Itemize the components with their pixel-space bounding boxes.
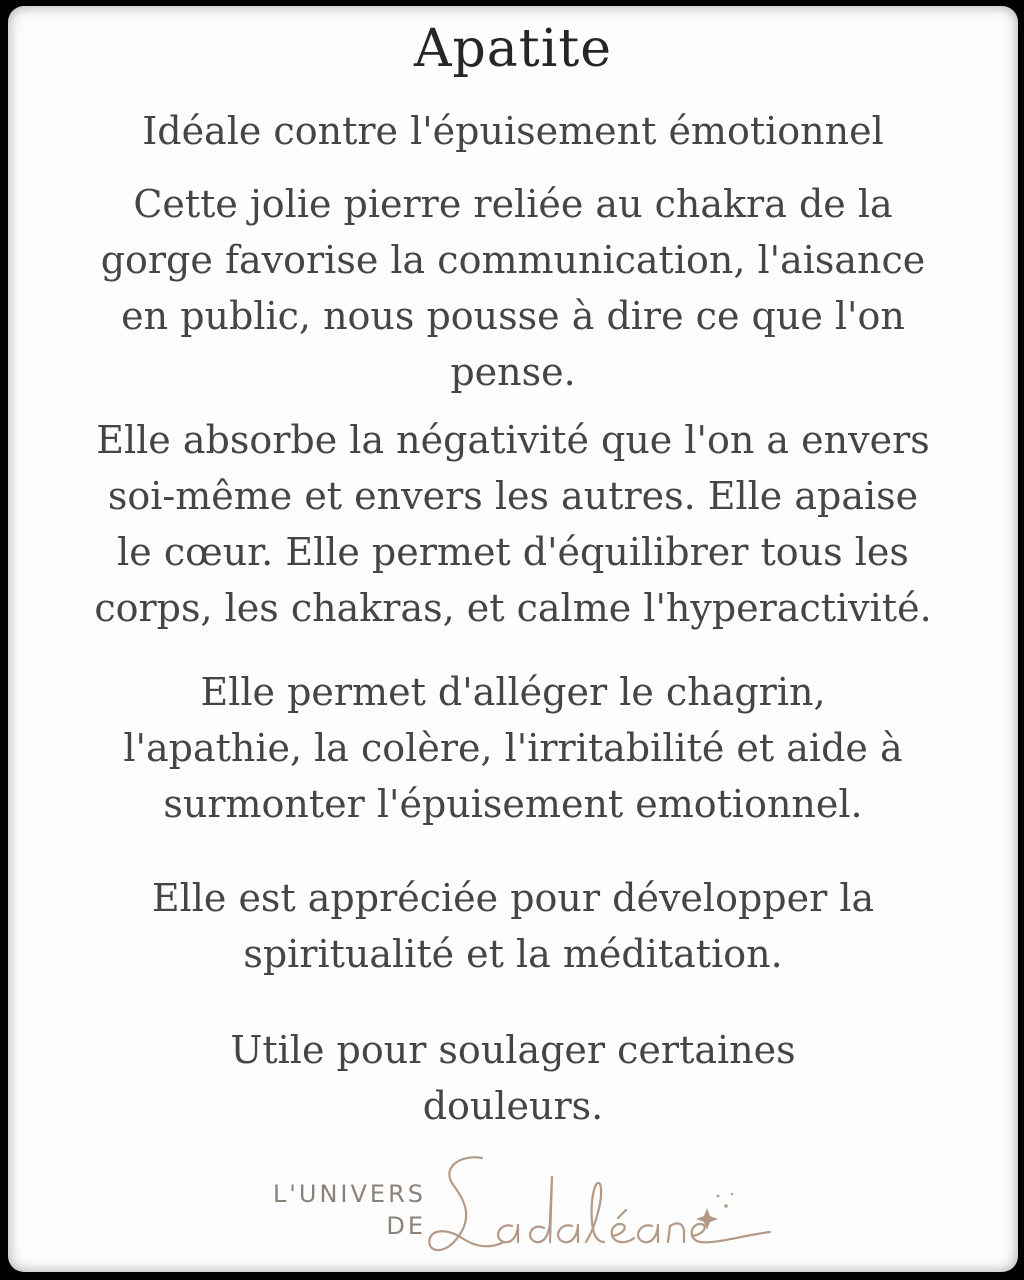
text-line: l'apathie, la colère, l'irritabilité et aide à <box>123 726 903 770</box>
card <box>8 6 1018 1272</box>
logo-line-de: DE <box>386 1212 426 1240</box>
text-line: Elle est appréciée pour développer la <box>151 876 875 920</box>
text-line: spiritualité et la méditation. <box>243 932 783 976</box>
page-subtitle: Idéale contre l'épuisement émotionnel <box>142 109 884 153</box>
text-line: en public, nous pousse à dire ce que l'on <box>121 294 905 338</box>
text-line: pense. <box>450 350 576 394</box>
text-line: gorge favorise la communication, l'aisance <box>100 238 926 282</box>
text-line: surmonter l'épuisement emotionnel. <box>163 782 863 826</box>
paragraph-spirituality <box>28 870 998 982</box>
text-line: le cœur. Elle permet d'équilibrer tous les <box>117 530 909 574</box>
text-line: Utile pour soulager certaines <box>230 1028 796 1072</box>
paragraph-negativity <box>28 412 998 636</box>
text-line: soi-même et envers les autres. Elle apaise <box>107 474 919 518</box>
logo-script-signature <box>420 1146 780 1272</box>
text-line: Cette jolie pierre reliée au chakra de la <box>133 182 893 226</box>
paragraph-grief <box>28 664 998 832</box>
text-line: corps, les chakras, et calme l'hyperactivité. <box>94 586 932 630</box>
paragraph-pain <box>28 1022 998 1134</box>
logo-line-univers: L'UNIVERS <box>272 1180 426 1208</box>
text-line: Elle permet d'alléger le chagrin, <box>200 670 826 714</box>
paragraph-throat-chakra <box>28 176 998 400</box>
page-title: Apatite <box>413 19 613 79</box>
text-line: douleurs. <box>422 1084 604 1128</box>
text-line: Elle absorbe la négativité que l'on a envers <box>96 418 930 462</box>
brand-logo <box>248 1146 788 1272</box>
